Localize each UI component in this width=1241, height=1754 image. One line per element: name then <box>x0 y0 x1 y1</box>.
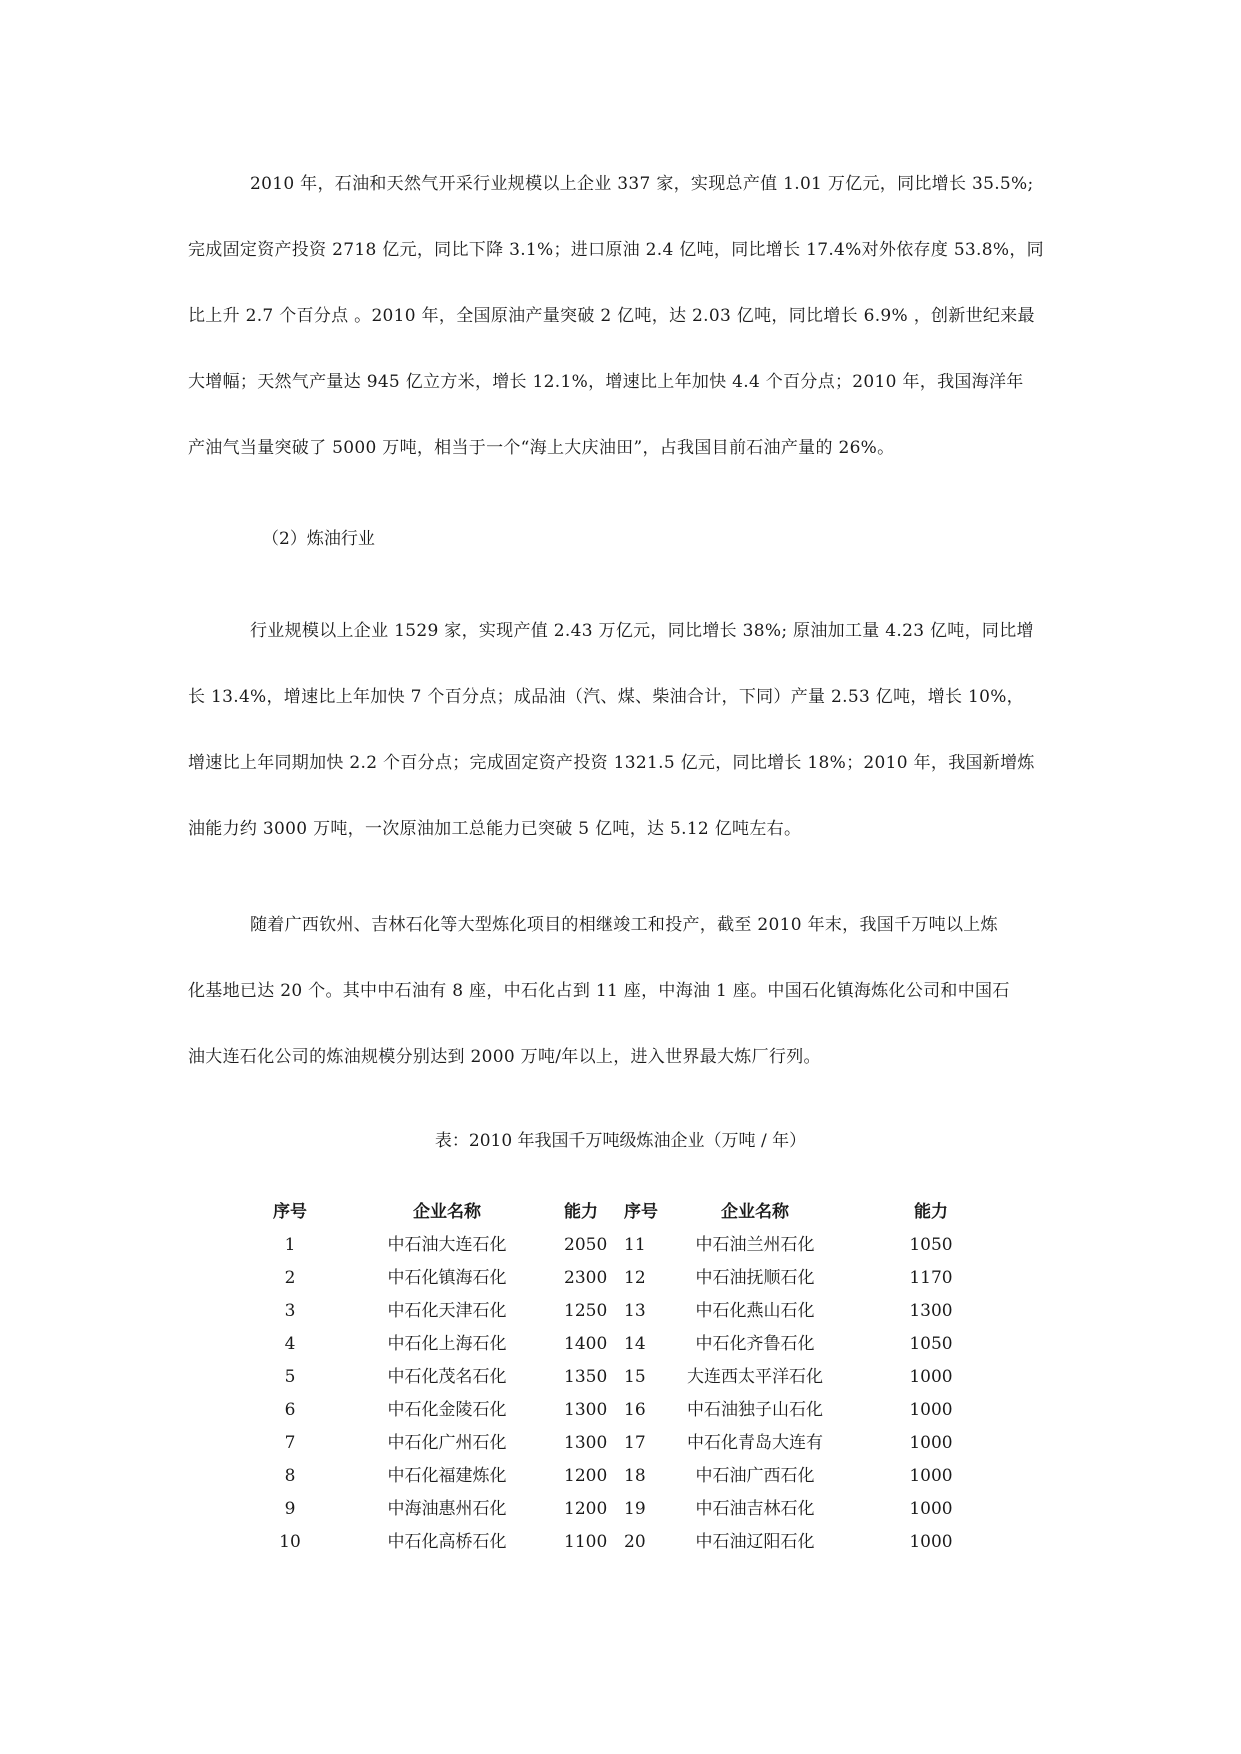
cell-capacity: 1300 <box>564 1400 608 1420</box>
cell-index: 2 <box>284 1268 296 1288</box>
cell-capacity: 1300 <box>564 1433 608 1453</box>
cell-index: 10 <box>279 1532 301 1552</box>
header-company: 企业名称 <box>413 1202 481 1222</box>
cell-company: 中石油独子山石化 <box>687 1400 823 1420</box>
cell-capacity: 1000 <box>909 1532 953 1552</box>
cell-index: 17 <box>624 1433 646 1453</box>
cell-company: 中石化茂名石化 <box>387 1367 507 1387</box>
cell-capacity: 1000 <box>909 1400 953 1420</box>
cell-index: 11 <box>624 1235 646 1255</box>
cell-index: 7 <box>284 1433 296 1453</box>
cell-company: 中石油抚顺石化 <box>695 1268 815 1288</box>
cell-company: 中石油辽阳石化 <box>695 1532 815 1552</box>
cell-capacity: 2050 <box>564 1235 608 1255</box>
cell-index: 8 <box>284 1466 296 1486</box>
cell-company: 中石化金陵石化 <box>387 1400 507 1420</box>
cell-index: 12 <box>624 1268 646 1288</box>
paragraph-refining-industry <box>188 598 1054 862</box>
cell-company: 中石化镇海石化 <box>387 1268 507 1288</box>
text-line: 化基地已达 20 个。其中中石油有 8 座，中石化占到 11 座，中海油 1 座。中国石化镇海炼化公司和中国石 <box>188 981 1010 1001</box>
text-line: 随着广西钦州、吉林石化等大型炼化项目的相继竣工和投产，截至 2010 年末，我国千万吨以上炼 <box>250 915 998 935</box>
cell-company: 中石油广西石化 <box>695 1466 815 1486</box>
text-line: 长 13.4%，增速比上年加快 7 个百分点；成品油（汽、煤、柴油合计，下同）产量 2.53 亿吨，增长 10%， <box>188 687 1024 707</box>
cell-index: 3 <box>284 1301 296 1321</box>
cell-index: 13 <box>624 1301 646 1321</box>
cell-capacity: 1250 <box>564 1301 608 1321</box>
cell-company: 中石化燕山石化 <box>695 1301 815 1321</box>
table-caption: 表：2010 年我国千万吨级炼油企业（万吨 / 年） <box>434 1131 807 1151</box>
cell-index: 9 <box>284 1499 296 1519</box>
table-row <box>250 1493 1016 1526</box>
cell-capacity: 1200 <box>564 1466 608 1486</box>
cell-capacity: 1050 <box>909 1334 953 1354</box>
table-row <box>250 1460 1016 1493</box>
cell-index: 1 <box>284 1235 296 1255</box>
cell-capacity: 2300 <box>564 1268 608 1288</box>
cell-index: 15 <box>624 1367 646 1387</box>
cell-capacity: 1100 <box>564 1532 608 1552</box>
header-company: 企业名称 <box>721 1202 789 1222</box>
cell-index: 16 <box>624 1400 646 1420</box>
cell-capacity: 1300 <box>909 1301 953 1321</box>
cell-company: 大连西太平洋石化 <box>687 1367 823 1387</box>
cell-company: 中海油惠州石化 <box>387 1499 507 1519</box>
text-line: 油能力约 3000 万吨，一次原油加工总能力已突破 5 亿吨，达 5.12 亿吨左右。 <box>188 819 802 839</box>
table-row <box>250 1295 1016 1328</box>
cell-capacity: 1000 <box>909 1367 953 1387</box>
text-line: 比上升 2.7 个百分点 。2010 年，全国原油产量突破 2 亿吨，达 2.03 亿吨，同比增长 6.9% ，创新世纪来最 <box>188 306 1035 326</box>
text-line: 油大连石化公司的炼油规模分别达到 2000 万吨/年以上，进入世界最大炼厂行列。 <box>188 1047 821 1067</box>
table-row <box>250 1394 1016 1427</box>
cell-index: 6 <box>284 1400 296 1420</box>
cell-capacity: 1400 <box>564 1334 608 1354</box>
cell-company: 中石化广州石化 <box>387 1433 507 1453</box>
text-line: 增速比上年同期加快 2.2 个百分点；完成固定资产投资 1321.5 亿元，同比增长 18%；2010 年，我国新增炼 <box>188 753 1035 773</box>
cell-company: 中石油兰州石化 <box>695 1235 815 1255</box>
table-row <box>250 1427 1016 1460</box>
paragraph-refining-bases <box>188 892 1054 1090</box>
text-line: 2010 年，石油和天然气开采行业规模以上企业 337 家，实现总产值 1.01 万亿元，同比增长 35.5%; <box>250 174 1034 194</box>
cell-company: 中石化高桥石化 <box>387 1532 507 1552</box>
cell-company: 中石化福建炼化 <box>387 1466 507 1486</box>
cell-capacity: 1000 <box>909 1466 953 1486</box>
table-row <box>250 1526 1016 1559</box>
cell-index: 4 <box>284 1334 296 1354</box>
cell-capacity: 1000 <box>909 1433 953 1453</box>
cell-company: 中石化齐鲁石化 <box>695 1334 815 1354</box>
cell-capacity: 1000 <box>909 1499 953 1519</box>
cell-company: 中石化天津石化 <box>387 1301 507 1321</box>
cell-index: 5 <box>284 1367 296 1387</box>
cell-index: 20 <box>624 1532 646 1552</box>
section-heading-refining: （2）炼油行业 <box>262 529 375 549</box>
cell-index: 18 <box>624 1466 646 1486</box>
cell-index: 14 <box>624 1334 646 1354</box>
table-row <box>250 1229 1016 1262</box>
cell-company: 中石油大连石化 <box>387 1235 507 1255</box>
text-line: 大增幅；天然气产量达 945 亿立方米，增长 12.1%，增速比上年加快 4.4 个百分点；2010 年，我国海洋年 <box>188 372 1024 392</box>
table-header-row <box>250 1196 1016 1229</box>
table-row <box>250 1262 1016 1295</box>
table-row <box>250 1328 1016 1361</box>
cell-index: 19 <box>624 1499 646 1519</box>
header-capacity: 能力 <box>914 1202 948 1222</box>
cell-capacity: 1200 <box>564 1499 608 1519</box>
header-index: 序号 <box>624 1202 658 1222</box>
text-line: 行业规模以上企业 1529 家，实现产值 2.43 万亿元，同比增长 38%; 原油加工量 4.23 亿吨，同比增 <box>250 621 1034 641</box>
header-capacity: 能力 <box>564 1202 598 1222</box>
text-line: 产油气当量突破了 5000 万吨，相当于一个“海上大庆油田”，占我国目前石油产量的 26%。 <box>188 438 895 458</box>
table-row <box>250 1361 1016 1394</box>
text-line: 完成固定资产投资 2718 亿元，同比下降 3.1%；进口原油 2.4 亿吨，同比增长 17.4%对外依存度 53.8%，同 <box>188 240 1044 260</box>
cell-company: 中石化上海石化 <box>387 1334 507 1354</box>
cell-company: 中石化青岛大连有 <box>687 1433 823 1453</box>
cell-capacity: 1350 <box>564 1367 608 1387</box>
paragraph-oil-gas-extraction <box>188 151 1054 481</box>
cell-capacity: 1050 <box>909 1235 953 1255</box>
table-body <box>250 1229 1016 1559</box>
header-index: 序号 <box>273 1202 307 1222</box>
cell-company: 中石油吉林石化 <box>695 1499 815 1519</box>
cell-capacity: 1170 <box>909 1268 953 1288</box>
refinery-table <box>250 1196 1016 1559</box>
